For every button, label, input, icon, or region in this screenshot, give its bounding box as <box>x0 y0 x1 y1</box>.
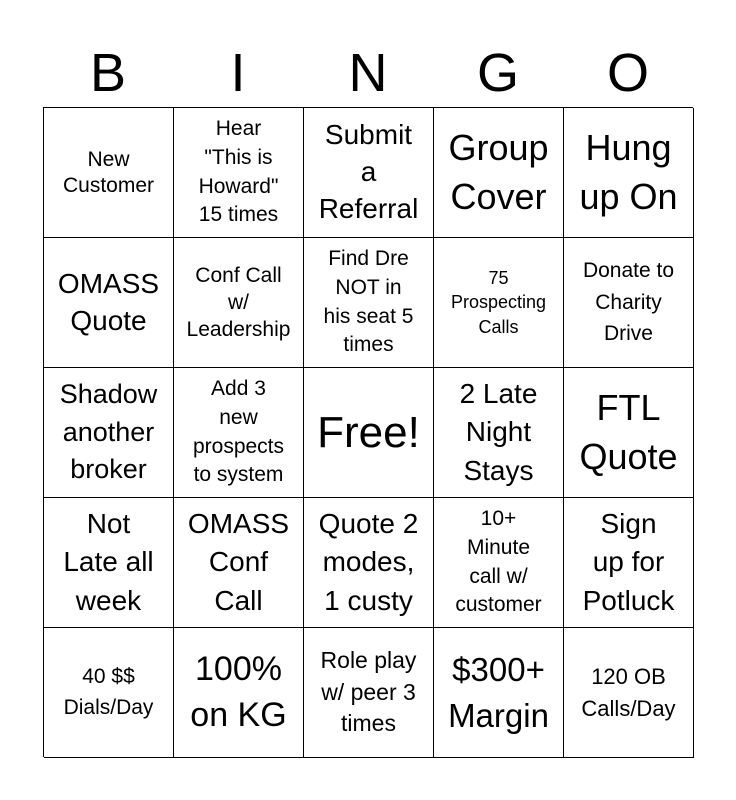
cell-text: Hung up On <box>579 126 678 217</box>
bingo-cell-r2-c2[interactable] <box>174 238 304 368</box>
bingo-cell-r5-c5[interactable] <box>564 628 694 758</box>
cell-text: Role play w/ peer 3 times <box>320 646 417 737</box>
bingo-cell-r3-c5[interactable] <box>564 368 694 498</box>
bingo-cell-r3-c4[interactable] <box>434 368 564 498</box>
cell-text: 100% on KG <box>190 649 287 734</box>
header-letter-i: I <box>230 43 246 103</box>
cell-text: 75 Prospecting Calls <box>450 268 547 337</box>
cell-text: Shadow another broker <box>59 378 158 485</box>
bingo-cell-r5-c2[interactable] <box>174 628 304 758</box>
cell-text: 120 OB Calls/Day <box>581 663 676 721</box>
bingo-cell-r4-c3[interactable] <box>304 498 434 628</box>
bingo-cell-r2-c3[interactable] <box>304 238 434 368</box>
cell-text: Quote 2 modes, 1 custy <box>318 507 419 616</box>
bingo-cell-r4-c1[interactable] <box>44 498 174 628</box>
cell-text: $300+ Margin <box>448 650 549 734</box>
bingo-cell-r3-c3[interactable] <box>304 368 434 498</box>
bingo-cell-r2-c1[interactable] <box>44 238 174 368</box>
bingo-cell-r2-c4[interactable] <box>434 238 564 368</box>
bingo-cell-r5-c1[interactable] <box>44 628 174 758</box>
cell-text: Donate to Charity Drive <box>582 259 675 346</box>
bingo-cell-r1-c4[interactable] <box>434 108 564 238</box>
cell-text: Submit a Referral <box>318 119 419 224</box>
cell-text: 2 Late Night Stays <box>459 377 538 486</box>
cell-text: Group Cover <box>448 126 549 217</box>
cell-text: Not Late all week <box>63 507 154 616</box>
bingo-cell-r1-c2[interactable] <box>174 108 304 238</box>
bingo-cell-r3-c2[interactable] <box>174 368 304 498</box>
cell-text: FTL Quote <box>579 386 678 477</box>
bingo-cell-r1-c3[interactable] <box>304 108 434 238</box>
cell-text: New Customer <box>62 147 155 197</box>
cell-text: 40 $$ Dials/Day <box>63 665 154 719</box>
cell-text: OMASS Conf Call <box>187 507 290 616</box>
free-space-text: Free! <box>317 407 420 457</box>
bingo-header <box>43 40 693 106</box>
bingo-cell-r4-c4[interactable] <box>434 498 564 628</box>
cell-text: Sign up for Potluck <box>582 507 675 616</box>
header-letter-b: B <box>89 43 127 103</box>
bingo-cell-r5-c3[interactable] <box>304 628 434 758</box>
bingo-cell-r1-c1[interactable] <box>44 108 174 238</box>
bingo-cell-r2-c5[interactable] <box>564 238 694 368</box>
bingo-cell-r4-c2[interactable] <box>174 498 304 628</box>
cell-text: OMASS Quote <box>57 267 160 336</box>
bingo-board <box>43 107 693 757</box>
cell-text: Conf Call w/ Leadership <box>186 263 291 342</box>
cell-text: Add 3 new prospects to system <box>192 376 285 487</box>
bingo-cell-r3-c1[interactable] <box>44 368 174 498</box>
cell-text: Find Dre NOT in his seat 5 times <box>323 246 414 357</box>
cell-text: 10+ Minute call w/ customer <box>455 506 542 617</box>
bingo-cell-r1-c5[interactable] <box>564 108 694 238</box>
bingo-cell-r4-c5[interactable] <box>564 498 694 628</box>
header-letter-g: G <box>476 43 519 103</box>
cell-text: Hear "This is Howard" 15 times <box>198 116 279 227</box>
header-letter-n: N <box>348 43 388 103</box>
bingo-cell-r5-c4[interactable] <box>434 628 564 758</box>
header-letter-o: O <box>606 43 649 103</box>
